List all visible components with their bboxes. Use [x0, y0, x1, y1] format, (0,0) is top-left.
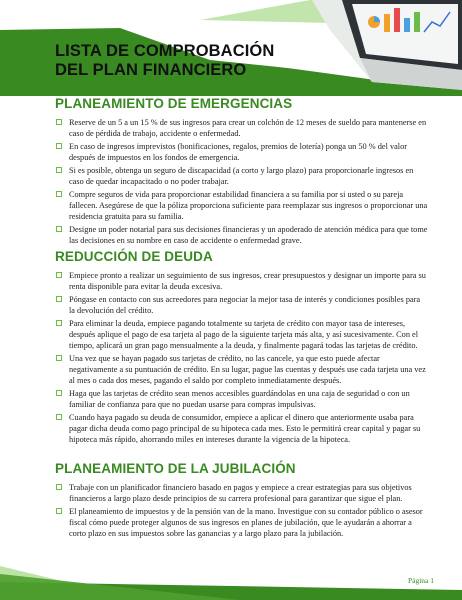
checklist-item	[55, 117, 428, 139]
checklist-item	[55, 506, 428, 539]
checklist-item	[55, 388, 428, 410]
checkbox-icon[interactable]	[56, 191, 62, 197]
checkbox-icon[interactable]	[56, 226, 62, 232]
item-text: Designe un poder notarial para sus decisiones financieras y un apoderado de atención médica para que tome las decisiones en su nombre en caso de accidente o enfermedad grave.	[69, 225, 428, 245]
checkbox-icon[interactable]	[56, 355, 62, 361]
item-text: En caso de ingresos imprevistos (bonificaciones, regalos, premios de lotería) ponga un 50 % del valor después de impuestos en los fondos de emergencia.	[69, 142, 408, 162]
item-text: Trabaje con un planificador financiero basado en pagos y empiece a crear estrategias para sus objetivos financieros a largo plazo desde principios de su carrera profesional para garantizar que sigue el plan.	[69, 483, 412, 503]
checkbox-icon[interactable]	[56, 167, 62, 173]
checkbox-icon[interactable]	[56, 508, 62, 514]
laptop-chart-image	[312, 0, 462, 90]
item-text: Si es posible, obtenga un seguro de discapacidad (a corto y largo plazo) para proporcionarle ingresos en caso de quedar incapacitado o no poder trabajar.	[69, 166, 414, 186]
section-heading: PLANEAMIENTO DE LA JUBILACIÓN	[55, 461, 296, 476]
checkbox-icon[interactable]	[56, 272, 62, 278]
checklist-item	[55, 353, 428, 386]
item-text: Haga que las tarjetas de crédito sean menos accesibles guardándolas en una caja de seguridad o con un familiar de confianza para que no puedan usarse para compras impulsivas.	[69, 389, 410, 409]
item-text: Para eliminar la deuda, empiece pagando totalmente su tarjeta de crédito con mayor tasa de intereses, después aplique el pago de esa tarjeta al pago de la siguiente tarjeta más alta, y así sucesivamente. Con el tiempo, aplicará un gran pago mensualmente a la deuda, y finalmente pagará todas las tarjetas de crédito.	[69, 319, 419, 350]
checklist-item	[55, 294, 428, 316]
checkbox-icon[interactable]	[56, 143, 62, 149]
section-retirement-planning	[55, 461, 428, 541]
item-text: Una vez que se hayan pagado sus tarjetas de crédito, no las cancele, ya que esto puede afectar negativamente a su puntuación de crédito. En su lugar, pague las cuentas y después use cada tarjeta una vez al mes o cada dos meses, pagando el saldo por completo inmediatamente después.	[69, 354, 426, 385]
document-title	[55, 42, 274, 80]
item-text: Empiece pronto a realizar un seguimiento de sus ingresos, crear presupuestos y designar un importe para su renta disponible para evitar la deuda excesiva.	[69, 271, 426, 291]
section-heading: REDUCCIÓN DE DEUDA	[55, 249, 213, 264]
checkbox-icon[interactable]	[56, 320, 62, 326]
checkbox-icon[interactable]	[56, 414, 62, 420]
checklist-item	[55, 141, 428, 163]
checklist-item	[55, 165, 428, 187]
item-text: Reserve de un 5 a un 15 % de sus ingresos para crear un colchón de 12 meses de sueldo para mantenerse en caso de pérdida de trabajo, accidente o enfermedad.	[69, 118, 427, 138]
item-text: Póngase en contacto con sus acreedores para negociar la mejor tasa de interés y condiciones posibles para la devolución del crédito.	[69, 295, 421, 315]
checkbox-icon[interactable]	[56, 390, 62, 396]
item-text: El planeamiento de impuestos y de la pensión van de la mano. Investigue con su contador público o asesor fiscal cómo puede proteger algunos de sus ingresos en planes de jubilación, que le ayudarán a ahorrar a corto plazo en sus impuestos sobre las ganancias y a largo plazo para la jubilación.	[69, 507, 423, 538]
checklist-item	[55, 482, 428, 504]
checklist-item	[55, 224, 428, 246]
checklist-item	[55, 189, 428, 222]
section-debt-reduction	[55, 249, 428, 447]
item-text: Compre seguros de vida para proporcionar estabilidad financiera a su familia por si usted o su pareja fallecen. Asegúrese de que la póliza proporciona suficiente para reemplazar sus ingresos o proporcionar una residencia gratuita para su familia.	[69, 190, 428, 221]
section-heading: PLANEAMIENTO DE EMERGENCIAS	[55, 96, 293, 111]
checkbox-icon[interactable]	[56, 296, 62, 302]
checklist-item	[55, 412, 428, 445]
checklist	[55, 270, 428, 445]
checkbox-icon[interactable]	[56, 484, 62, 490]
checklist	[55, 117, 428, 246]
checklist-item	[55, 270, 428, 292]
title-line-2: DEL PLAN FINANCIERO	[55, 61, 247, 79]
checkbox-icon[interactable]	[56, 119, 62, 125]
page-number: Página 1	[407, 576, 434, 585]
checklist-item	[55, 318, 428, 351]
item-text: Cuando haya pagado su deuda de consumidor, empiece a aplicar el dinero que anteriormente usaba para pagar dicha deuda como pago principal de su hipoteca cada mes. Esto le permitirá crear capital y pagar su hipoteca más rápido, ahorrando miles en intereses durante la vigencia de la hipoteca.	[69, 413, 421, 444]
title-line-1: LISTA DE COMPROBACIÓN	[55, 42, 275, 60]
section-emergency-planning	[55, 96, 428, 248]
footer-banner	[0, 560, 462, 600]
checklist	[55, 482, 428, 539]
